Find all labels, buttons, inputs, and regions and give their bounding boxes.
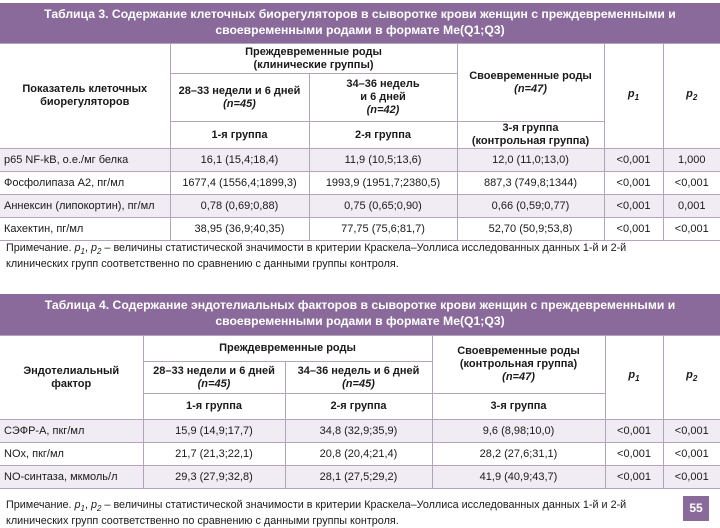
table3-g2-weeks-line2: и 6 дней: [360, 91, 406, 103]
cell-g2: 0,75 (0,65;0,90): [309, 195, 457, 218]
row-name: NO-синтаза, мкмоль/л: [0, 466, 143, 489]
table4-term-line2: (контрольная группа): [459, 358, 578, 370]
table3-title-line2: своевременными родами в формате Me(Q1;Q3): [215, 23, 505, 37]
table4-note-line2: клинических групп соответственно по сравнению с данными группы контроля.: [6, 515, 399, 528]
cell-g2: 20,8 (20,4;21,4): [285, 443, 432, 466]
cell-p1: <0,001: [604, 195, 663, 218]
page-number: 55: [683, 496, 709, 521]
row-name: Фосфолипаза А2, пг/мл: [0, 172, 170, 195]
note-p2: p: [90, 242, 97, 254]
table4-indicator-line1: Эндотелиальный: [23, 364, 120, 377]
cell-g2: 77,75 (75,6;81,7): [309, 218, 457, 241]
cell-g1: 38,95 (36,9;40,35): [170, 218, 309, 241]
table3-header-term: [457, 44, 604, 122]
note-p2: p: [90, 499, 97, 511]
table4-header-g2: [285, 362, 432, 394]
cell-p2: <0,001: [663, 172, 720, 195]
table3-p1-letter: p: [627, 87, 635, 100]
table3-note-line2: клинических групп соответственно по сравнению с данными группы контроля.: [6, 258, 399, 271]
note-sub1: 1: [80, 504, 85, 514]
table3-header-preterm: [170, 44, 457, 74]
table-row: [0, 443, 720, 466]
table4-g1-weeks: 28–33 недели и 6 дней: [153, 364, 275, 377]
cell-p1: <0,001: [605, 466, 663, 489]
table3-g2-n: (n=42): [366, 104, 400, 116]
table3-g1-weeks: 28–33 недели и 6 дней: [178, 84, 301, 97]
table-row: [0, 218, 720, 241]
cell-g1: 15,9 (14,9;17,7): [143, 420, 285, 443]
table-row: [0, 195, 720, 218]
table4: [0, 335, 720, 489]
table3-header-p1: [604, 44, 663, 149]
table3-title-line1: Таблица 3. Содержание клеточных биорегуляторов в сыворотке крови женщин с преждевременными и: [44, 7, 676, 21]
cell-p2: <0,001: [663, 420, 720, 443]
table3-note-line1: [6, 242, 712, 258]
cell-p2: <0,001: [663, 218, 720, 241]
cell-g1: 16,1 (15,4;18,4): [170, 149, 309, 172]
cell-g3: 9,6 (8,98;10,0): [432, 420, 605, 443]
cell-g3: 887,3 (749,8;1344): [457, 172, 604, 195]
table4-p2-letter: p: [686, 369, 693, 382]
note-sub2: 2: [96, 504, 102, 514]
cell-g1: 29,3 (27,9;32,8): [143, 466, 285, 489]
table3-header-term-n: (n=47): [514, 82, 547, 95]
table3-header-p2: [663, 44, 720, 149]
note-text: – величины статистической значимости в критерии Краскела–Уоллиса исследованных данных 1-й и 2-й: [101, 242, 627, 254]
note-text: – величины статистической значимости в критерии Краскела–Уоллиса исследованных данных 1-й и 2-й: [101, 499, 627, 511]
table4-title: [0, 294, 720, 335]
table3-g1-n: (n=45): [223, 97, 256, 110]
table4-group2: 2-я группа: [285, 394, 432, 420]
note-prefix: Примечание.: [6, 242, 72, 254]
cell-g3: 52,70 (50,9;53,8): [457, 218, 604, 241]
cell-g1: 0,78 (0,69;0,88): [170, 195, 309, 218]
table4-p2-sub: 2: [692, 374, 698, 384]
cell-g2: 1993,9 (1951,7;2380,5): [309, 172, 457, 195]
table3: [0, 43, 720, 241]
cell-p2: 1,000: [663, 149, 720, 172]
table4-term-line1: Своевременные роды: [457, 345, 580, 357]
table4-header-p1: [605, 336, 663, 420]
table3-p2-sub: 2: [692, 93, 698, 103]
note-prefix: Примечание.: [6, 499, 72, 511]
cell-g2: 28,1 (27,5;29,2): [285, 466, 432, 489]
table4-header-preterm: Преждевременные роды: [143, 336, 432, 362]
cell-p2: <0,001: [663, 466, 720, 489]
note-sub2: 2: [96, 247, 102, 257]
row-name: Кахектин, пг/мл: [0, 218, 170, 241]
cell-p2: <0,001: [663, 443, 720, 466]
table4-note-line1: [6, 499, 678, 515]
table3-header-g1: [170, 74, 309, 122]
row-name: Аннексин (липокортин), пг/мл: [0, 195, 170, 218]
table4-note: [6, 499, 678, 528]
note-p1: p: [74, 499, 81, 511]
table3-header-indicator: Показатель клеточных биорегуляторов: [0, 44, 170, 149]
table3-p1-sub: 1: [634, 93, 640, 103]
table4-header-p2: [663, 336, 720, 420]
table4-indicator-line2: фактор: [51, 377, 92, 390]
cell-g3: 41,9 (40,9;43,7): [432, 466, 605, 489]
table-row: [0, 420, 720, 443]
table3-group1: 1-я группа: [170, 122, 309, 149]
note-sep: ,: [84, 242, 91, 254]
table4-group1: 1-я группа: [143, 394, 285, 420]
table3-header-preterm-line1: Преждевременные роды: [245, 45, 382, 58]
cell-p1: <0,001: [604, 218, 663, 241]
cell-p1: <0,001: [605, 443, 663, 466]
note-sep: ,: [84, 499, 91, 511]
table3-g2-weeks-line1: 34–36 недель: [346, 78, 420, 90]
table4-term-n: (n=47): [502, 371, 535, 383]
table4-g1-n: (n=45): [197, 377, 231, 390]
note-p1: p: [74, 242, 81, 254]
table4-g2-weeks: 34–36 недель и 6 дней: [297, 364, 420, 377]
table3-header-g2: [309, 74, 457, 122]
table3-note: [6, 242, 712, 271]
table3-header-preterm-line2: (клинические группы): [253, 58, 374, 71]
table3-title: [0, 3, 720, 43]
note-sub1: 1: [80, 247, 85, 257]
row-name: NOх, пкг/мл: [0, 443, 143, 466]
table4-p1-letter: p: [628, 369, 636, 382]
cell-p1: <0,001: [605, 420, 663, 443]
table-row: [0, 466, 720, 489]
table4-title-line1: Таблица 4. Содержание эндотелиальных факторов в сыворотке крови женщин с преждевременными и: [44, 298, 676, 312]
cell-p1: <0,001: [604, 149, 663, 172]
cell-g1: 1677,4 (1556,4;1899,3): [170, 172, 309, 195]
table3-group2: 2-я группа: [309, 122, 457, 149]
table-row: [0, 149, 720, 172]
table3-group3-line2: (контрольная группа): [471, 135, 590, 147]
table-row: [0, 172, 720, 195]
table4-p1-sub: 1: [635, 374, 640, 384]
table3-group3-line1: 3-я группа: [502, 122, 559, 134]
table4-title-line2: своевременными родами в формате Me(Q1;Q3): [215, 314, 505, 328]
table3-group3: [457, 122, 604, 149]
table4-g2-n: (n=45): [342, 377, 375, 390]
cell-g3: 0,66 (0,59;0,77): [457, 195, 604, 218]
cell-g2: 34,8 (32,9;35,9): [285, 420, 432, 443]
cell-g3: 28,2 (27,6;31,1): [432, 443, 605, 466]
cell-g1: 21,7 (21,3;22,1): [143, 443, 285, 466]
cell-p1: <0,001: [604, 172, 663, 195]
table4-group3: 3-я группа: [432, 394, 605, 420]
row-name: р65 NF-kB, о.е./мг белка: [0, 149, 170, 172]
table3-p2-letter: p: [686, 87, 693, 100]
row-name: СЭФР-А, пкг/мл: [0, 420, 143, 443]
table4-header-term: [432, 336, 605, 394]
cell-p2: 0,001: [663, 195, 720, 218]
table4-header-indicator: [0, 336, 143, 420]
cell-g3: 12,0 (11,0;13,0): [457, 149, 604, 172]
table3-header-term-title: Своевременные роды: [469, 69, 592, 82]
table4-header-g1: [143, 362, 285, 394]
cell-g2: 11,9 (10,5;13,6): [309, 149, 457, 172]
